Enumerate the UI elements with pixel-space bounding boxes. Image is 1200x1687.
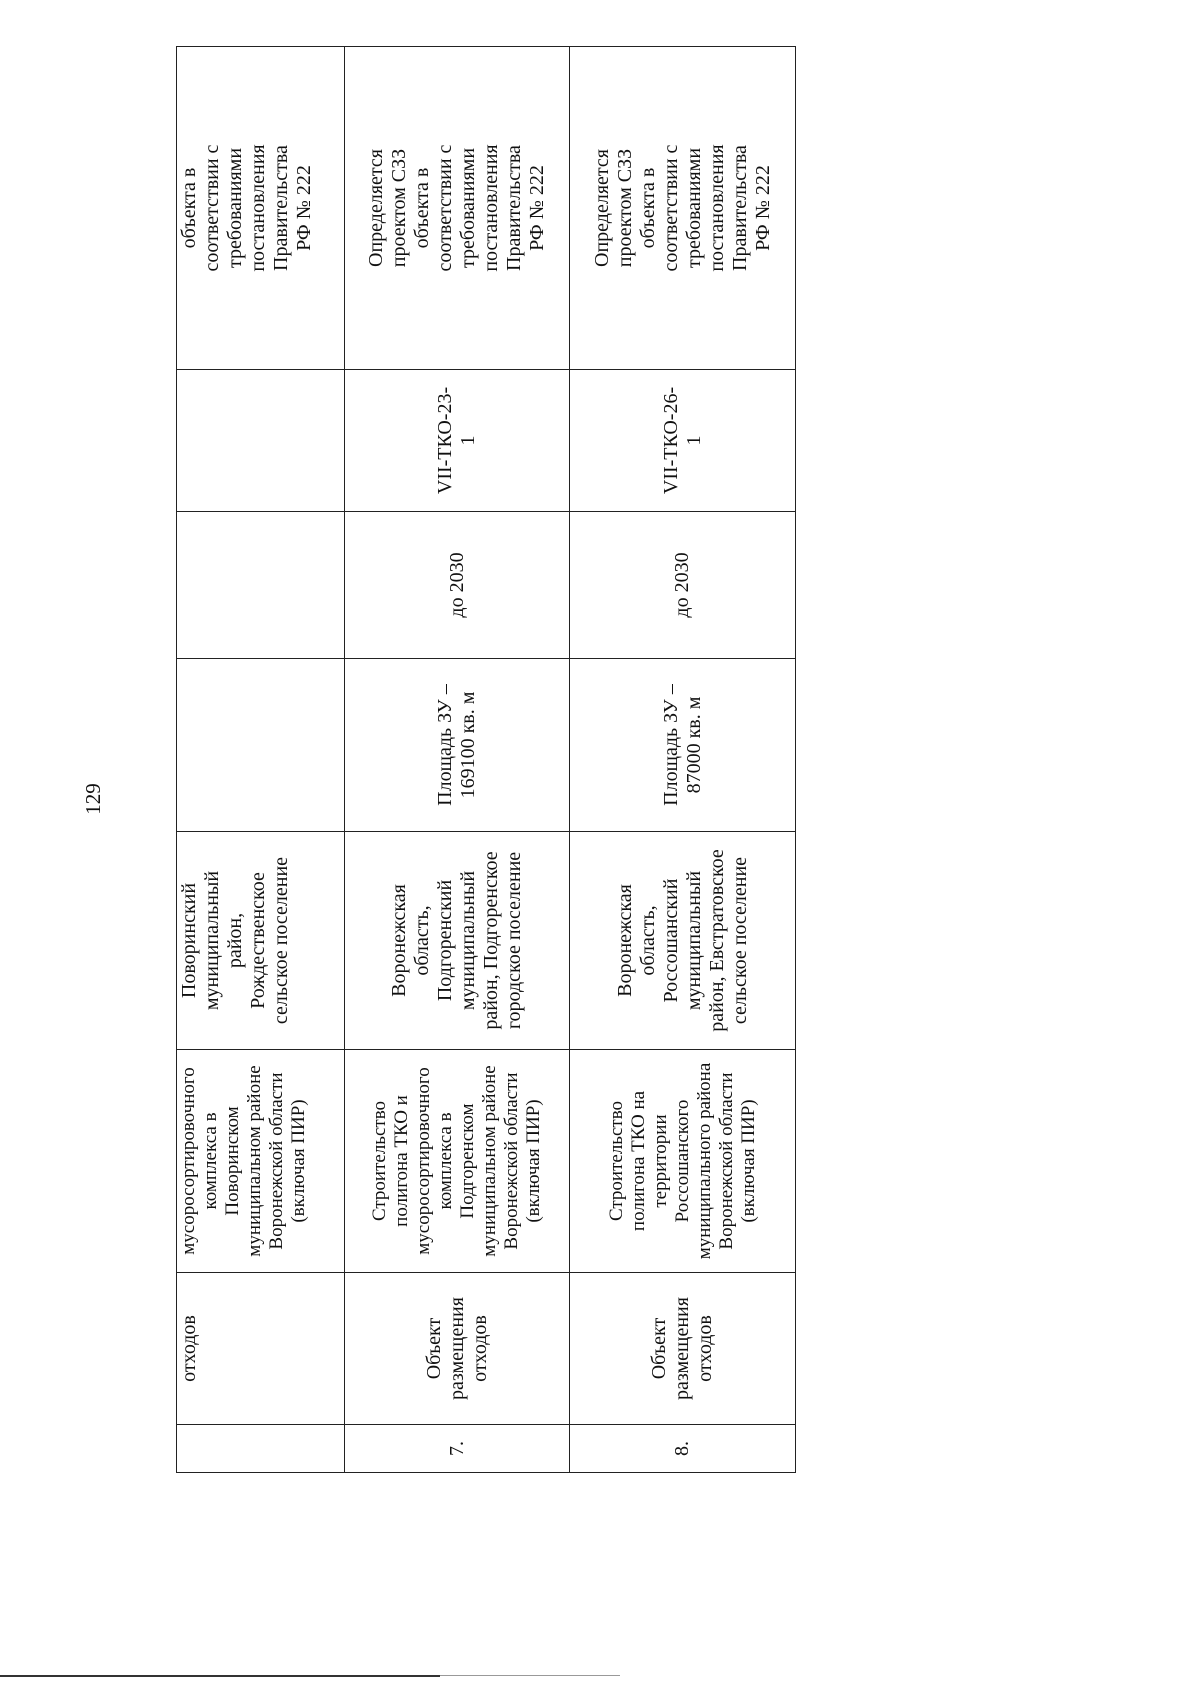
sanitary-zone-cell: Определяется проектом СЗЗ объекта в соответствии с требованиями постановления Правительства РФ № 222: [570, 47, 796, 370]
table-row: [570, 47, 796, 1473]
object-type-cell: Объект размещения отходов: [345, 1273, 570, 1425]
location-cell: Воронежская область, Россошанский муниципальный район, Евстратовское сельское поселение: [570, 832, 796, 1050]
capacity-cell: Площадь ЗУ – 169100 кв. м: [345, 659, 570, 832]
scan-edge-line: [0, 1675, 440, 1677]
deadline-cell: до 2030: [570, 512, 796, 659]
object-name-cell: Строительство полигона ТКО и мусоросортировочного комплекса в Подгоренском муниципальном районе Воронежской области (включая ПИР): [345, 1050, 570, 1273]
page-number: 129: [81, 783, 105, 815]
code-cell: VII-ТКО-26- 1: [570, 370, 796, 512]
deadline-cell: [177, 512, 345, 659]
sanitary-zone-cell: объекта в соответствии с требованиями постановления Правительства РФ № 222: [177, 47, 345, 370]
table-row: [177, 47, 345, 1473]
scan-edge-line-faint: [440, 1675, 620, 1676]
object-type-cell: отходов: [177, 1273, 345, 1425]
location-cell: Воронежская область, Подгоренский муниципальный район, Подгоренское городское поселение: [345, 832, 570, 1050]
location-cell: Поворинский муниципальный район, Рождественское сельское поселение: [177, 832, 345, 1050]
object-name-cell: Строительство полигона ТКО на территории Россошанского муниципального района Воронежской области (включая ПИР): [570, 1050, 796, 1273]
table-wrapper: [176, 47, 796, 1473]
row-number: 8.: [570, 1425, 796, 1473]
object-type-cell: Объект размещения отходов: [570, 1273, 796, 1425]
capacity-cell: [177, 659, 345, 832]
code-cell: [177, 370, 345, 512]
sanitary-zone-cell: Определяется проектом СЗЗ объекта в соответствии с требованиями постановления Правительства РФ № 222: [345, 47, 570, 370]
code-cell: VII-ТКО-23- 1: [345, 370, 570, 512]
waste-objects-table: [176, 46, 796, 1473]
deadline-cell: до 2030: [345, 512, 570, 659]
row-number: [177, 1425, 345, 1473]
table-row: [345, 47, 570, 1473]
row-number: 7.: [345, 1425, 570, 1473]
object-name-cell: мусоросортировочного комплекса в Поворинском муниципальном районе Воронежской области (включая ПИР): [177, 1050, 345, 1273]
capacity-cell: Площадь ЗУ – 87000 кв. м: [570, 659, 796, 832]
